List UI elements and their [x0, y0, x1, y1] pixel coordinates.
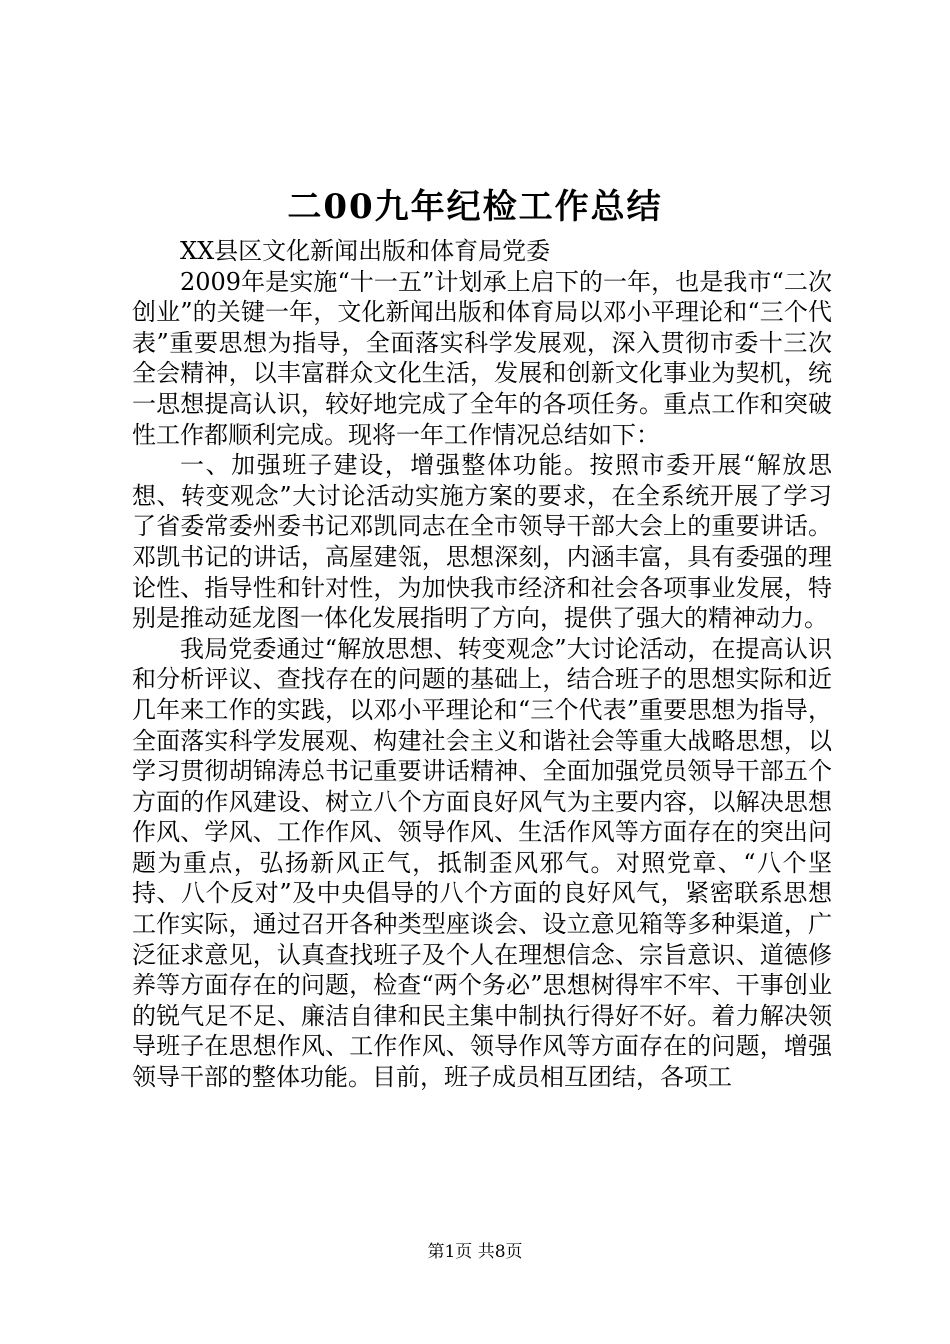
document-title: 二00九年纪检工作总结: [287, 187, 663, 227]
author-line: XX县区文化新闻出版和体育局党委: [180, 237, 551, 265]
body-paragraph-intro: 2009年是实施“十一五”计划承上启下的一年，也是我市“二次创业”的关键一年，文化新闻出版和体育局以邓小平理论和“三个代表”重要思想为指导，全面落实科学发展观，深入贯彻市委十三次全会精神，以丰富群众文化生活，发展和创新文化事业为契机，统一思想提高认识，较好地完成了全年的各项任务。重点工作和突破性工作都顺利完成。现将一年工作情况总结如下：: [132, 267, 832, 449]
document-body: [132, 236, 832, 1093]
body-paragraph-party-committee: 我局党委通过“解放思想、转变观念”大讨论活动，在提高认识和分析评议、查找存在的问题的基础上，结合班子的思想实际和近几年来工作的实践，以邓小平理论和“三个代表”重要思想为指导，全面落实科学发展观、构建社会主义和谐社会等重大战略思想，以学习贯彻胡锦涛总书记重要讲话精神、全面加强党员领导干部五个方面的作风建设、树立八个方面良好风气为主要内容，以解决思想作风、学风、工作作风、领导作风、生活作风等方面存在的突出问题为重点，弘扬新风正气，抵制歪风邪气。对照党章、“八个坚持、八个反对”及中央倡导的八个方面的良好风气，紧密联系思想工作实际，通过召开各种类型座谈会、设立意见箱等多种渠道，广泛征求意见，认真查找班子及个人在理想信念、宗旨意识、道德修养等方面存在的问题，检查“两个务必”思想树得牢不牢、干事创业的锐气足不足、廉洁自律和民主集中制执行得好不好。着力解决领导班子在思想作风、工作作风、领导作风等方面存在的问题，增强领导干部的整体功能。目前，班子成员相互团结，各项工: [132, 634, 832, 1092]
body-paragraph-section-one: 一、加强班子建设，增强整体功能。按照市委开展“解放思想、转变观念”大讨论活动实施方案的要求，在全系统开展了学习了省委常委州委书记邓凯同志在全市领导干部大会上的重要讲话。邓凯书记的讲话，高屋建瓴，思想深刻，内涵丰富，具有委强的理论性、指导性和针对性，为加快我市经济和社会各项事业发展，特别是推动延龙图一体化发展指明了方向，提供了强大的精神动力。: [132, 451, 832, 633]
page-number-footer: 第1页 共8页: [427, 1242, 523, 1262]
